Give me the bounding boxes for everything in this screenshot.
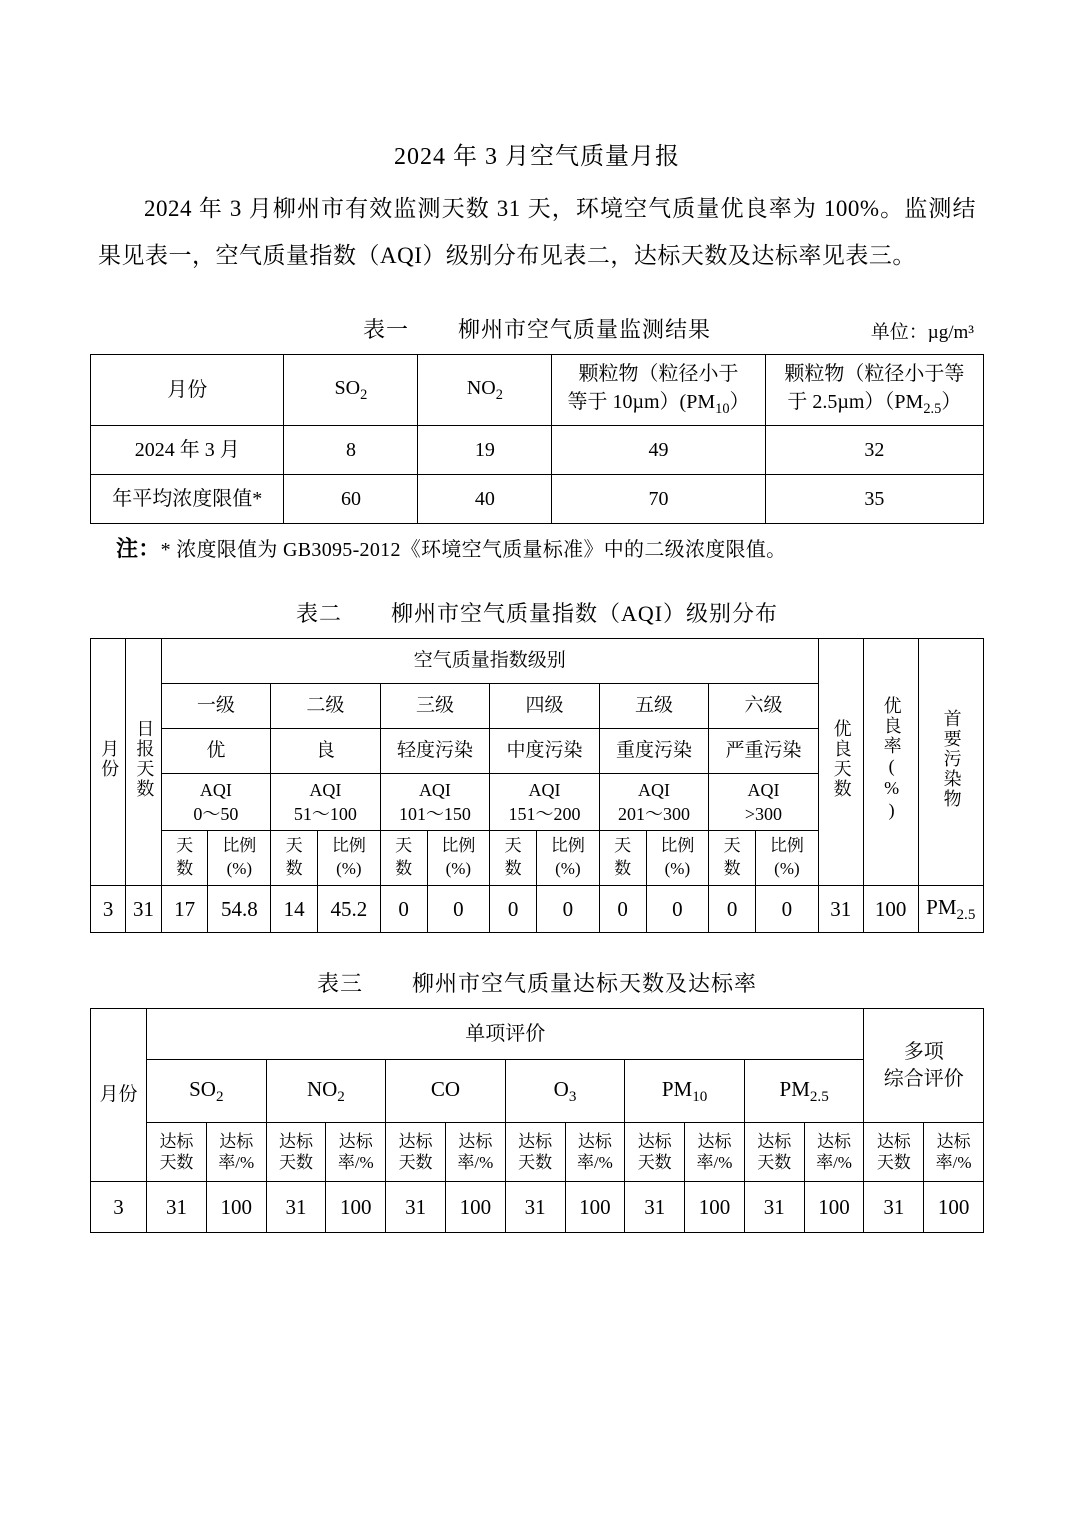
t2-data-month: 3 xyxy=(91,886,126,933)
t1-row1-no2: 40 xyxy=(418,475,552,524)
t1-row1-pm10: 70 xyxy=(552,475,765,524)
table1-caption-label: 表一 xyxy=(362,317,409,342)
t2-name-6: 严重污染 xyxy=(709,729,819,774)
table-row xyxy=(91,1009,984,1060)
t3-data-days-co: 31 xyxy=(386,1182,446,1233)
t2-data-report-days: 31 xyxy=(126,886,161,933)
t1-header-month: 月份 xyxy=(91,355,284,426)
t1-header-pm25: 颗粒物（粒径小于等 于 $2.5\mu m)(PM_{2.5})$ xyxy=(765,355,983,426)
t2-level-4: 四级 xyxy=(490,684,600,729)
t2-sub-ratio-6: 比例 (%) xyxy=(756,831,819,886)
t3-data-rate-pm25: 100 xyxy=(804,1182,864,1233)
t3-pollutant-no2: $NO_2$ xyxy=(266,1060,386,1123)
t1-header-pm10: 颗粒物（粒径小于 等于 $10\mu m)(PM_{10})$ xyxy=(552,355,765,426)
table2-caption xyxy=(90,597,984,628)
t3-data-rate-no2: 100 xyxy=(326,1182,386,1233)
t3-sub-rate-no2: 达标 率/% xyxy=(326,1123,386,1182)
table1-unit: 单位：µg/m³ xyxy=(870,322,974,343)
table-row xyxy=(91,639,984,684)
t2-data-ratio-5: 0 xyxy=(646,886,709,933)
t2-aqi-3: AQI 101～150 xyxy=(380,774,490,831)
t3-pollutant-pm10: $PM_{10}$ xyxy=(625,1060,745,1123)
note-text: * 浓度限值为 GB3095-2012《环境空气质量标准》中的二级浓度限值。 xyxy=(160,539,787,561)
t3-data-month: 3 xyxy=(91,1182,147,1233)
t2-level-2: 二级 xyxy=(271,684,381,729)
t2-data-ratio-1: 54.8 xyxy=(208,886,271,933)
t3-data-days-multi: 31 xyxy=(864,1182,924,1233)
t3-sub-rate-multi: 达标 率/% xyxy=(924,1123,984,1182)
table-row xyxy=(91,355,984,426)
table2-caption-label: 表二 xyxy=(295,601,342,626)
table3-caption xyxy=(90,967,984,998)
t2-data-ratio-6: 0 xyxy=(756,886,819,933)
t2-level-1: 一级 xyxy=(161,684,271,729)
t2-header-report-days: 日报天数 xyxy=(126,639,161,886)
t3-pollutant-co: CO xyxy=(386,1060,506,1123)
t2-header-month: 月份 xyxy=(91,639,126,886)
t2-sub-days-5: 天 数 xyxy=(599,831,646,886)
table-row xyxy=(91,1123,984,1182)
t3-data-rate-so2: 100 xyxy=(206,1182,266,1233)
table1-caption-title: 柳州市空气质量监测结果 xyxy=(458,317,712,342)
t2-name-5: 重度污染 xyxy=(599,729,709,774)
t3-sub-days-no2: 达标 天数 xyxy=(266,1123,326,1182)
t2-header-level-group: 空气质量指数级别 xyxy=(161,639,818,684)
t1-row0-label: 2024 年 3 月 xyxy=(91,426,284,475)
t2-aqi-2: AQI 51～100 xyxy=(271,774,381,831)
t3-header-multi-eval: 多项 综合评价 xyxy=(864,1009,984,1123)
t2-data-days-1: 17 xyxy=(161,886,208,933)
note-prefix: 注： xyxy=(116,536,161,561)
table-row xyxy=(91,886,984,933)
t2-data-ratio-4: 0 xyxy=(537,886,600,933)
t1-row0-no2: 19 xyxy=(418,426,552,475)
t2-aqi-5: AQI 201～300 xyxy=(599,774,709,831)
t3-sub-days-so2: 达标 天数 xyxy=(147,1123,207,1182)
t2-sub-ratio-1: 比例 (%) xyxy=(208,831,271,886)
t3-sub-days-pm25: 达标 天数 xyxy=(744,1123,804,1182)
aqi-level-distribution-table xyxy=(90,638,984,933)
t1-row0-pm25: 32 xyxy=(765,426,983,475)
t3-pollutant-so2: $SO_2$ xyxy=(147,1060,267,1123)
table3-caption-title: 柳州市空气质量达标天数及达标率 xyxy=(412,971,758,996)
table3-caption-label: 表三 xyxy=(316,971,363,996)
t2-aqi-1: AQI 0～50 xyxy=(161,774,271,831)
t1-row0-pm10: 49 xyxy=(552,426,765,475)
t3-sub-days-multi: 达标 天数 xyxy=(864,1123,924,1182)
t2-data-good-rate: 100 xyxy=(863,886,918,933)
t3-sub-rate-co: 达标 率/% xyxy=(445,1123,505,1182)
t3-sub-rate-pm10: 达标 率/% xyxy=(685,1123,745,1182)
table1-note xyxy=(116,532,984,563)
t3-sub-days-co: 达标 天数 xyxy=(386,1123,446,1182)
t1-row1-pm25: 35 xyxy=(765,475,983,524)
air-quality-monitoring-table xyxy=(90,354,984,524)
t2-header-primary-pollutant: 首要污染物 xyxy=(918,639,983,886)
table-row xyxy=(91,475,984,524)
t3-pollutant-pm25: $PM_{2.5}$ xyxy=(744,1060,864,1123)
t2-data-ratio-2: 45.2 xyxy=(317,886,380,933)
t2-sub-days-6: 天 数 xyxy=(709,831,756,886)
t2-sub-days-4: 天 数 xyxy=(490,831,537,886)
t3-data-days-pm10: 31 xyxy=(625,1182,685,1233)
t3-data-days-no2: 31 xyxy=(266,1182,326,1233)
t2-sub-ratio-2: 比例 (%) xyxy=(317,831,380,886)
t2-data-days-6: 0 xyxy=(709,886,756,933)
t2-level-6: 六级 xyxy=(709,684,819,729)
t3-data-rate-o3: 100 xyxy=(565,1182,625,1233)
table1-caption xyxy=(90,313,984,344)
t1-header-no2: $NO_2$ xyxy=(418,355,552,426)
t2-name-2: 良 xyxy=(271,729,381,774)
t2-aqi-4: AQI 151～200 xyxy=(490,774,600,831)
table-row xyxy=(91,1182,984,1233)
t2-data-ratio-3: 0 xyxy=(427,886,490,933)
table-row xyxy=(91,426,984,475)
t2-sub-days-1: 天 数 xyxy=(161,831,208,886)
t3-sub-rate-o3: 达标 率/% xyxy=(565,1123,625,1182)
table-row xyxy=(91,1060,984,1123)
t2-data-days-5: 0 xyxy=(599,886,646,933)
t2-sub-ratio-4: 比例 (%) xyxy=(537,831,600,886)
t3-data-rate-co: 100 xyxy=(445,1182,505,1233)
t2-level-5: 五级 xyxy=(599,684,709,729)
intro-paragraph: 2024 年 3 月柳州市有效监测天数 31 天，环境空气质量优良率为 100%。监测结果见表一，空气质量指数（AQI）级别分布见表二，达标天数及达标率见表三。 xyxy=(98,196,976,268)
t1-row0-so2: 8 xyxy=(284,426,418,475)
table2-caption-title: 柳州市空气质量指数（AQI）级别分布 xyxy=(390,601,779,626)
t2-data-good-days: 31 xyxy=(818,886,863,933)
t2-level-3: 三级 xyxy=(380,684,490,729)
t3-data-days-pm25: 31 xyxy=(744,1182,804,1233)
t2-header-good-rate: 优良率(%) xyxy=(863,639,918,886)
t2-header-good-days: 优良天数 xyxy=(818,639,863,886)
t2-data-primary-pollutant: $PM_{2.5}$ xyxy=(918,886,983,933)
t3-sub-days-o3: 达标 天数 xyxy=(505,1123,565,1182)
t1-row1-label: 年平均浓度限值* xyxy=(91,475,284,524)
t2-sub-days-3: 天 数 xyxy=(380,831,427,886)
t3-data-rate-pm10: 100 xyxy=(685,1182,745,1233)
t3-sub-rate-so2: 达标 率/% xyxy=(206,1123,266,1182)
t2-name-1: 优 xyxy=(161,729,271,774)
page-title: 2024 年 3 月空气质量月报 xyxy=(394,144,680,170)
t2-aqi-6: AQI >300 xyxy=(709,774,819,831)
t3-sub-rate-pm25: 达标 率/% xyxy=(804,1123,864,1182)
t2-data-days-2: 14 xyxy=(271,886,318,933)
t2-data-days-3: 0 xyxy=(380,886,427,933)
t1-row1-so2: 60 xyxy=(284,475,418,524)
t3-data-days-so2: 31 xyxy=(147,1182,207,1233)
t3-pollutant-o3: $O_3$ xyxy=(505,1060,625,1123)
t3-data-days-o3: 31 xyxy=(505,1182,565,1233)
t2-sub-ratio-5: 比例 (%) xyxy=(646,831,709,886)
t2-sub-days-2: 天 数 xyxy=(271,831,318,886)
t3-sub-days-pm10: 达标 天数 xyxy=(625,1123,685,1182)
t2-name-3: 轻度污染 xyxy=(380,729,490,774)
t3-data-rate-multi: 100 xyxy=(924,1182,984,1233)
t2-name-4: 中度污染 xyxy=(490,729,600,774)
t2-data-days-4: 0 xyxy=(490,886,537,933)
t2-sub-ratio-3: 比例 (%) xyxy=(427,831,490,886)
compliance-days-table xyxy=(90,1008,984,1233)
t3-header-single-eval: 单项评价 xyxy=(147,1009,864,1060)
t3-header-month: 月份 xyxy=(91,1009,147,1182)
t1-header-so2: $SO_2$ xyxy=(284,355,418,426)
